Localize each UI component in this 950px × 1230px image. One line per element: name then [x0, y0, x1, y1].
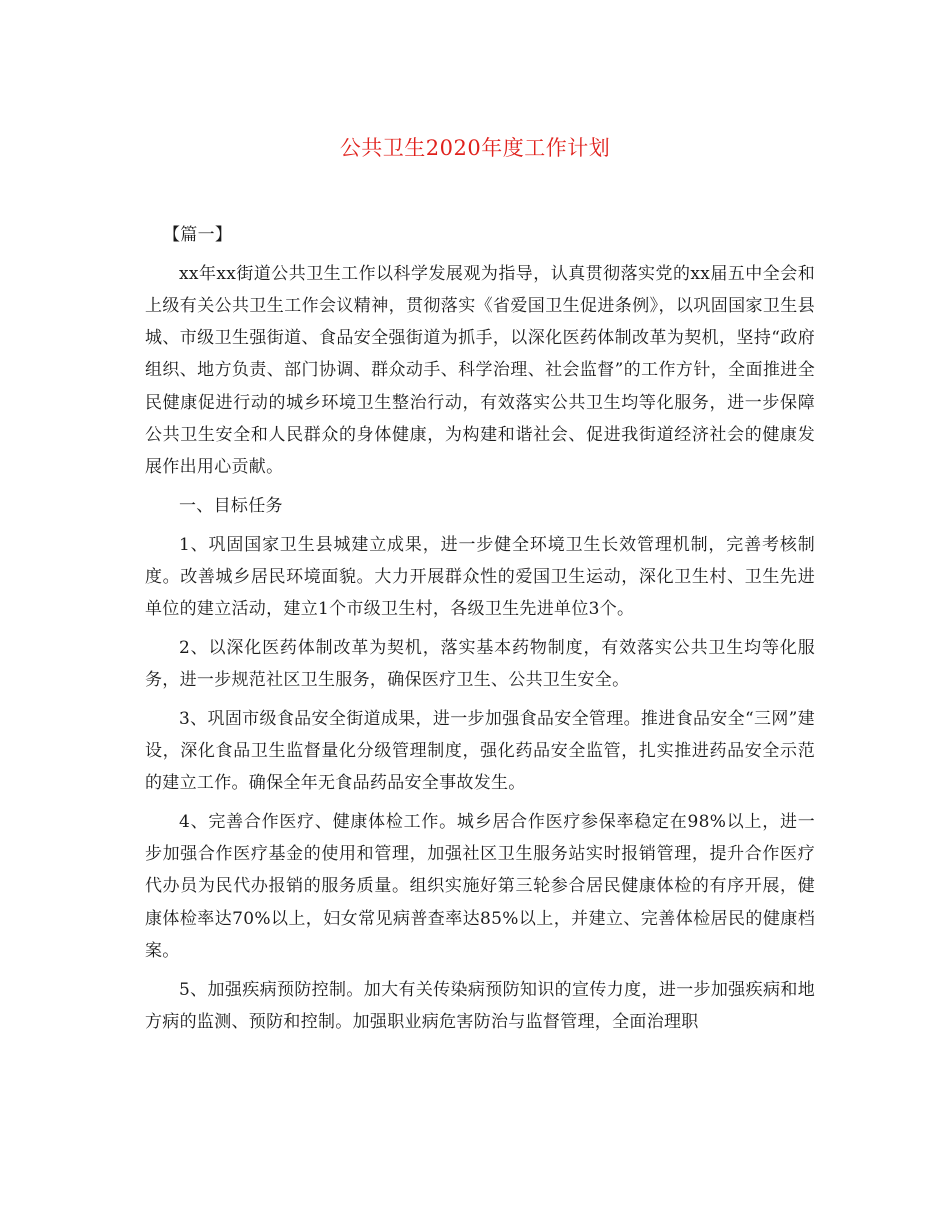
task-item-3: 3、巩固市级食品安全街道成果，进一步加强食品安全管理。推进食品安全“三网”建设，深化食品卫生监督量化分级管理制度，强化药品安全监管，扎实推进药品安全示范的建立工作。确保全年无食品药品安全事故发生。: [145, 708, 815, 794]
intro-paragraph: xx年xx街道公共卫生工作以科学发展观为指导，认真贯彻落实党的xx届五中全会和上级有关公共卫生工作会议精神，贯彻落实《省爱国卫生促进条例》，以巩固国家卫生县城、市级卫生强街道、食品安全强街道为抓手，以深化医药体制改革为契机，坚持“政府组织、地方负责、部门协调、群众动手、科学治理、社会监督”的工作方针，全面推进全民健康促进行动的城乡环境卫生整治行动，有效落实公共卫生均等化服务，进一步保障公共卫生安全和人民群众的身体健康，为构建和谐社会、促进我街道经济社会的健康发展作出用心贡献。: [145, 263, 815, 478]
section-tag: 【篇一】: [163, 225, 233, 245]
task-item-4: 4、完善合作医疗、健康体检工作。城乡居合作医疗参保率稳定在98%以上，进一步加强合作医疗基金的使用和管理，加强社区卫生服务站实时报销管理，提升合作医疗代办员为民代办报销的服务质量。组织实施好第三轮参合居民健康体检的有序开展，健康体检率达70%以上，妇女常见病普查率达85%以上，并建立、完善体检居民的健康档案。: [145, 812, 815, 961]
task-item-2: 2、以深化医药体制改革为契机，落实基本药物制度，有效落实公共卫生均等化服务，进一步规范社区卫生服务，确保医疗卫生、公共卫生安全。: [145, 637, 815, 691]
task-item-5: 5、加强疾病预防控制。加大有关传染病预防知识的宣传力度，进一步加强疾病和地方病的监测、预防和控制。加强职业病危害防治与监督管理，全面治理职: [145, 979, 815, 1032]
section-heading: 一、目标任务: [179, 495, 283, 516]
document-body: [145, 219, 815, 1038]
document-title: 公共卫生2020年度工作计划: [339, 136, 611, 160]
task-item-1: 1、巩固国家卫生县城建立成果，进一步健全环境卫生长效管理机制，完善考核制度。改善城乡居民环境面貌。大力开展群众性的爱国卫生运动，深化卫生村、卫生先进单位的建立活动，建立1个市级卫生村，各级卫生先进单位3个。: [145, 534, 815, 620]
